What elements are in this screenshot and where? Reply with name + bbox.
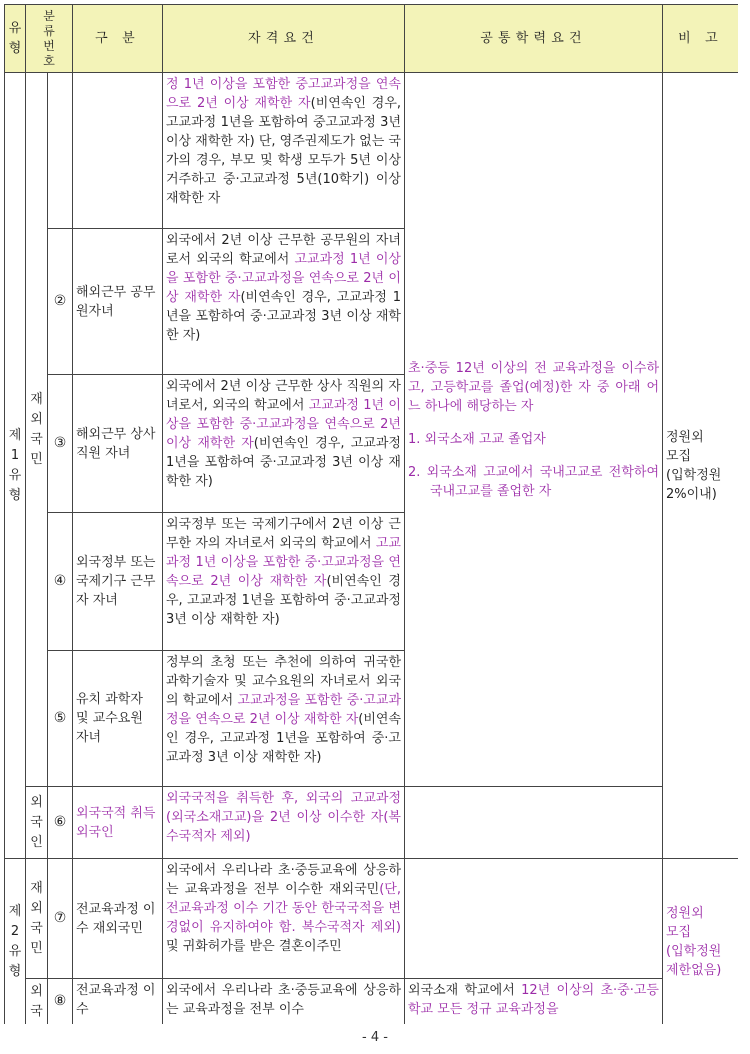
header-category: 구 분	[73, 5, 163, 73]
header-qualification: 자격요건	[163, 5, 405, 73]
type2-label: 제 2 유 형	[5, 859, 26, 1025]
row-code: ⑤	[48, 651, 73, 787]
foreign-partial-label: 외 국	[26, 979, 48, 1025]
common-education-row8: 외국소재 학교에서 12년 이상의 초·중·고등학교 모든 정규 교육과정을	[405, 979, 663, 1025]
type1-note: 정원외 모집 (입학정원 2%이내)	[663, 73, 739, 859]
row-qualification: 외국정부 또는 국제기구에서 2년 이상 근무한 자의 자녀로서 외국의 학교에서 고교과정 1년 이상을 포함한 중·고교과정을 연속으로 2년 이상 재학한 자(비연속인 경우, 고교과정 1년을 포함하여 중·고교과정 3년 이상 재학한 자)	[163, 513, 405, 651]
row-category	[73, 73, 163, 229]
row-category: 전교육과정 이수 재외국민	[73, 859, 163, 979]
type2-note: 정원외 모집 (입학정원 제한없음)	[663, 859, 739, 1025]
row-category: 해외근무 공무원자녀	[73, 229, 163, 375]
admission-requirements-document	[4, 4, 738, 1024]
header-common-education: 공통학력요건	[405, 5, 663, 73]
row-qualification: 정부의 초청 또는 추천에 의하여 귀국한 과학기술자 및 교수요원의 자녀로서 외국의 학교에서 고교과정을 포함한 중·고교과정을 연속으로 2년 이상 재학한 자(비연속인 경우, 고교과정 1년을 포함하여 중·고교과정 3년 이상 재학한 자)	[163, 651, 405, 787]
row-code: ②	[48, 229, 73, 375]
row-category: 해외근무 상사직원 자녀	[73, 375, 163, 513]
row-category: 전교육과정 이수	[73, 979, 163, 1025]
table-row	[5, 859, 739, 979]
header-row	[5, 5, 739, 73]
common-education-empty	[405, 859, 663, 979]
row-qualification: 외국에서 2년 이상 근무한 상사 직원의 자녀로서, 외국의 학교에서 고교과정 1년 이상을 포함한 중·고교과정을 연속으로 2년 이상 재학한 자(비연속인 경우, 고교과정 1년을 포함하여 중·고교과정 3년 이상 재학한 자)	[163, 375, 405, 513]
row-category: 외국정부 또는 국제기구 근무자 자녀	[73, 513, 163, 651]
row-code: ⑦	[48, 859, 73, 979]
row-code: ④	[48, 513, 73, 651]
row-category: 유치 과학자 및 교수요원 자녀	[73, 651, 163, 787]
row-qualification: 외국국적을 취득한 후, 외국의 고교과정(외국소재고교)을 2년 이상 이수한 자(복수국적자 제외)	[163, 787, 405, 859]
row-code: ⑧	[48, 979, 73, 1025]
header-note: 비 고	[663, 5, 739, 73]
row-qualification: 외국에서 우리나라 초·중등교육에 상응하는 교육과정을 전부 이수	[163, 979, 405, 1025]
row-code: ③	[48, 375, 73, 513]
page-number: - 4 -	[362, 1030, 388, 1045]
row-qualification: 외국에서 2년 이상 근무한 공무원의 자녀로서 외국의 학교에서 고교과정 1년 이상을 포함한 중·고교과정을 연속으로 2년 이상 재학한 자(비연속인 경우, 고교과정 1년을 포함하여 중·고교과정 3년 이상 재학한 자)	[163, 229, 405, 375]
row-qualification: 정 1년 이상을 포함한 중고교과정을 연속으로 2년 이상 재학한 자(비연속인 경우, 고교과정 1년을 포함하여 중고교과정 3년 이상 재학한 자) 단, 영주권제도가 없는 국가의 경우, 부모 및 학생 모두가 5년 이상 거주하고 중·고교과정 5년(10학기) 이상 재학한 자	[163, 73, 405, 229]
overseas-korean2-label: 재 외 국 민	[26, 859, 48, 979]
row-category: 외국국적 취득 외국인	[73, 787, 163, 859]
common-education-cell: 초·중등 12년 이상의 전 교육과정을 이수하고, 고등학교를 졸업(예정)한 자 중 아래 어느 하나에 해당하는 자 1. 외국소재 고교 졸업자 2. 외국소재 고교에서 국내고교로 전학하여 국내고교를 졸업한 자	[405, 73, 663, 787]
overseas-korean-label: 재 외 국 민	[26, 73, 48, 787]
row-code	[48, 73, 73, 229]
type1-label: 제 1 유 형	[5, 73, 26, 859]
foreigner-label: 외 국 인	[26, 787, 48, 859]
common-education-empty	[405, 787, 663, 859]
header-type: 유형	[5, 5, 26, 73]
row-qualification: 외국에서 우리나라 초·중등교육에 상응하는 교육과정을 전부 이수한 재외국민(단, 전교육과정 이수 기간 동안 한국국적을 변경없이 유지하여야 함. 복수국적자 제외) 및 귀화허가를 받은 결혼이주민	[163, 859, 405, 979]
table-row	[5, 787, 739, 859]
table-row	[5, 979, 739, 1025]
requirements-table	[4, 4, 738, 1024]
table-row	[5, 73, 739, 229]
header-code: 분류번호	[26, 5, 73, 73]
row-code: ⑥	[48, 787, 73, 859]
